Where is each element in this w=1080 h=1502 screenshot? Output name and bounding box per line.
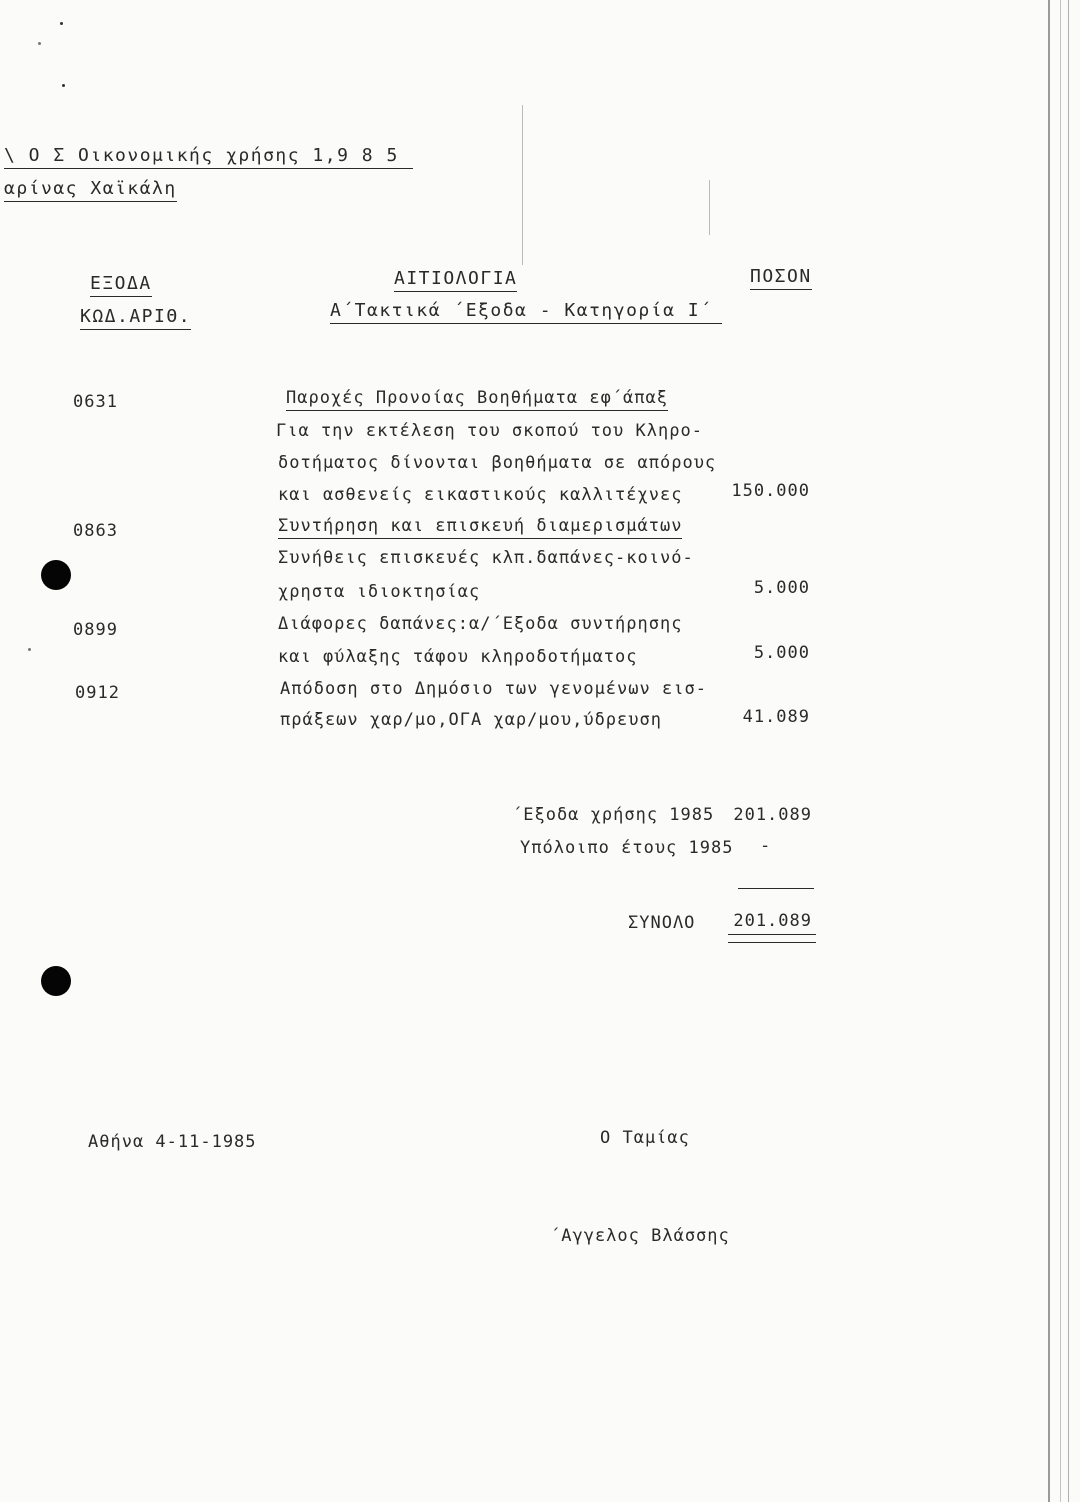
- item-description-line: χρηστα ιδιοκτησίας: [278, 582, 481, 602]
- item-title: Συντήρηση και επισκευή διαμερισμάτων: [278, 516, 682, 539]
- total-double-underline: [728, 934, 816, 935]
- item-description-line: και φύλαξης τάφου κληροδοτήματος: [278, 647, 638, 667]
- total-value: 201.089: [733, 911, 812, 931]
- punch-hole: [41, 560, 71, 590]
- item-code: 0863: [73, 521, 118, 541]
- scan-artifact: [522, 105, 523, 265]
- item-description-line: Απόδοση στο Δημόσιο των γενομένων εισ-: [280, 679, 707, 699]
- item-amount: 5.000: [753, 578, 810, 598]
- punch-hole: [41, 966, 71, 996]
- column-header-poson: ΠΟΣΟΝ: [750, 266, 812, 290]
- scan-speck: [38, 42, 41, 45]
- balance-label: Υπόλοιπο έτους 1985: [520, 838, 734, 858]
- item-description-line: δοτήματος δίνονται βοηθήματα σε απόρους: [278, 453, 717, 473]
- item-description-line: πράξεων χαρ/μο,ΟΓΑ χαρ/μου,ύδρευση: [280, 710, 662, 730]
- scan-speck: [62, 84, 65, 87]
- scan-speck: [28, 648, 31, 651]
- total-separator: [738, 888, 814, 889]
- item-description-line: Συνήθεις επισκευές κλπ.δαπάνες-κοινό-: [278, 548, 694, 568]
- page-edge-line: [1048, 0, 1050, 1502]
- item-code: 0899: [73, 620, 118, 640]
- item-description-line: και ασθενείς εικαστικούς καλλιτέχνες: [278, 485, 683, 505]
- signatory-role: Ο Ταμίας: [600, 1128, 690, 1148]
- column-subtitle: Α΄Τακτικά ΄Εξοδα - Κατηγορία Ι΄: [330, 300, 722, 324]
- place-date: Αθήνα 4-11-1985: [88, 1132, 257, 1152]
- item-code: 0631: [73, 392, 118, 412]
- document-header-line1: \ Ο Σ Οικονομικής χρήσης 1,9 8 5: [4, 145, 413, 169]
- item-description-line: Διάφορες δαπάνες:α/΄Εξοδα συντήρησης: [278, 614, 683, 634]
- page-edge-line: [1060, 0, 1061, 1502]
- total-double-underline: [728, 942, 816, 943]
- item-description-line: Για την εκτέλεση του σκοπού του Κληρο-: [276, 421, 703, 441]
- expenses-value: 201.089: [733, 805, 812, 825]
- column-header-code: ΚΩΔ.ΑΡΙΘ.: [80, 306, 191, 330]
- item-amount: 150.000: [731, 481, 810, 501]
- signatory-name: ΄Αγγελος Βλάσσης: [550, 1226, 730, 1246]
- scan-artifact: [709, 180, 710, 235]
- item-amount: 5.000: [753, 643, 810, 663]
- scan-speck: [60, 22, 63, 25]
- item-amount: 41.089: [742, 707, 810, 727]
- item-code: 0912: [75, 683, 120, 703]
- expenses-label: ΄Εξοδα χρήσης 1985: [512, 805, 715, 825]
- column-header-aitiologia: ΑΙΤΙΟΛΟΓΙΑ: [394, 268, 517, 292]
- item-title: Παροχές Προνοίας Βοηθήματα εφ΄άπαξ: [286, 388, 668, 411]
- balance-value: -: [760, 836, 772, 856]
- document-header-line2: αρίνας Χαϊκάλη: [4, 178, 177, 202]
- total-label: ΣΥΝΟΛΟ: [628, 913, 696, 933]
- page-edge-line: [1068, 0, 1069, 1502]
- column-header-exoda: ΕΞΟΔΑ: [90, 273, 152, 297]
